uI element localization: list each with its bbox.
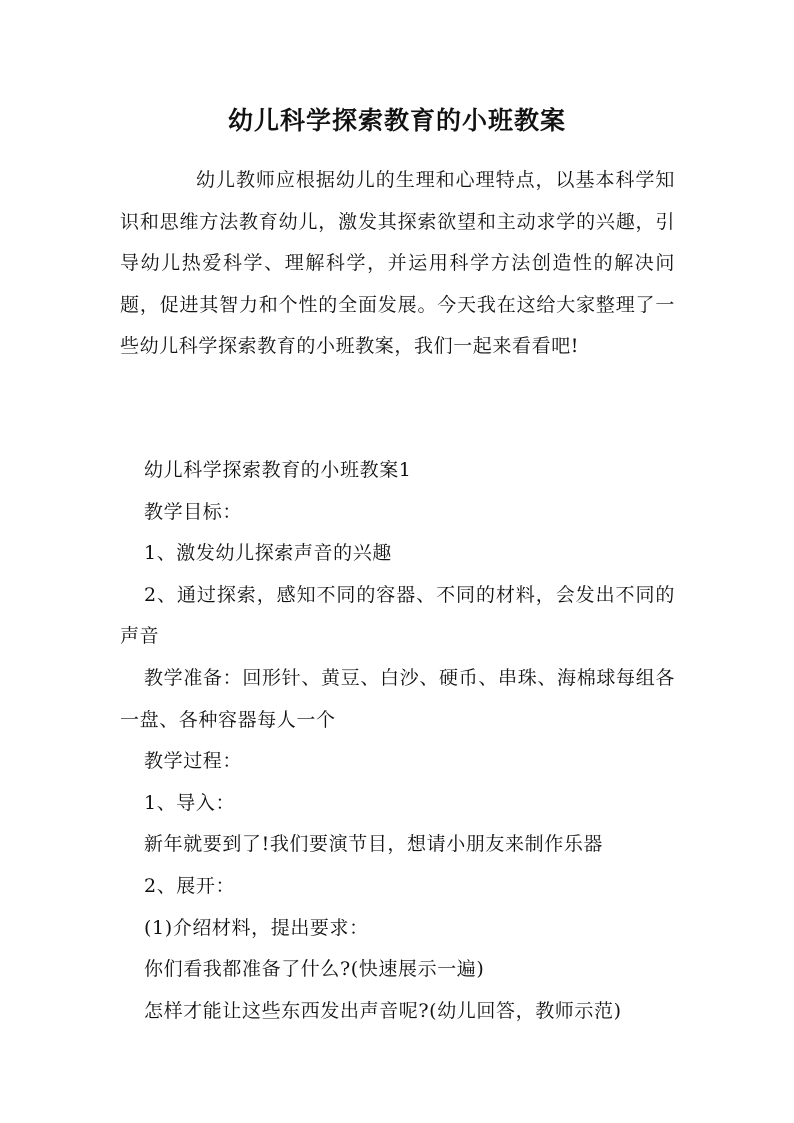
step-heading: 2、展开： xyxy=(144,874,236,897)
preparation-paragraph: 教学准备：回形针、黄豆、白沙、硬币、串珠、海棉球每组各一盘、各种容器每人一个 xyxy=(120,666,675,731)
sub-step-heading: (1)介绍材料，提出要求： xyxy=(144,916,369,939)
body-paragraph: 新年就要到了!我们要演节目，想请小朋友来制作乐器 xyxy=(144,833,604,856)
step-heading: 1、导入： xyxy=(144,791,236,814)
body-paragraph: 怎样才能让这些东西发出声音呢?(幼儿回答，教师示范) xyxy=(144,999,622,1022)
lesson-heading: 幼儿科学探索教育的小班教案1 xyxy=(144,459,412,481)
body-paragraph: 你们看我都准备了什么?(快速展示一遍) xyxy=(144,958,485,981)
process-heading: 教学过程： xyxy=(144,750,243,773)
lesson-content xyxy=(120,450,675,1032)
document-title: 幼儿科学探索教育的小班教案 xyxy=(227,106,566,135)
goal-item: 1、激发幼儿探索声音的兴趣 xyxy=(144,542,392,565)
goal-item: 2、通过探索，感知不同的容器、不同的材料，会发出不同的声音 xyxy=(120,583,675,648)
goals-heading: 教学目标： xyxy=(144,500,243,523)
intro-paragraph: 幼儿教师应根据幼儿的生理和心理特点，以基本科学知识和思维方法教育幼儿，激发其探索欲望和主动求学的兴趣，引导幼儿热爱科学、理解科学，并运用科学方法创造性的解决问题，促进其智力和个性的全面发展。今天我在这给大家整理了一些幼儿科学探索教育的小班教案，我们一起来看看吧! xyxy=(120,169,675,358)
